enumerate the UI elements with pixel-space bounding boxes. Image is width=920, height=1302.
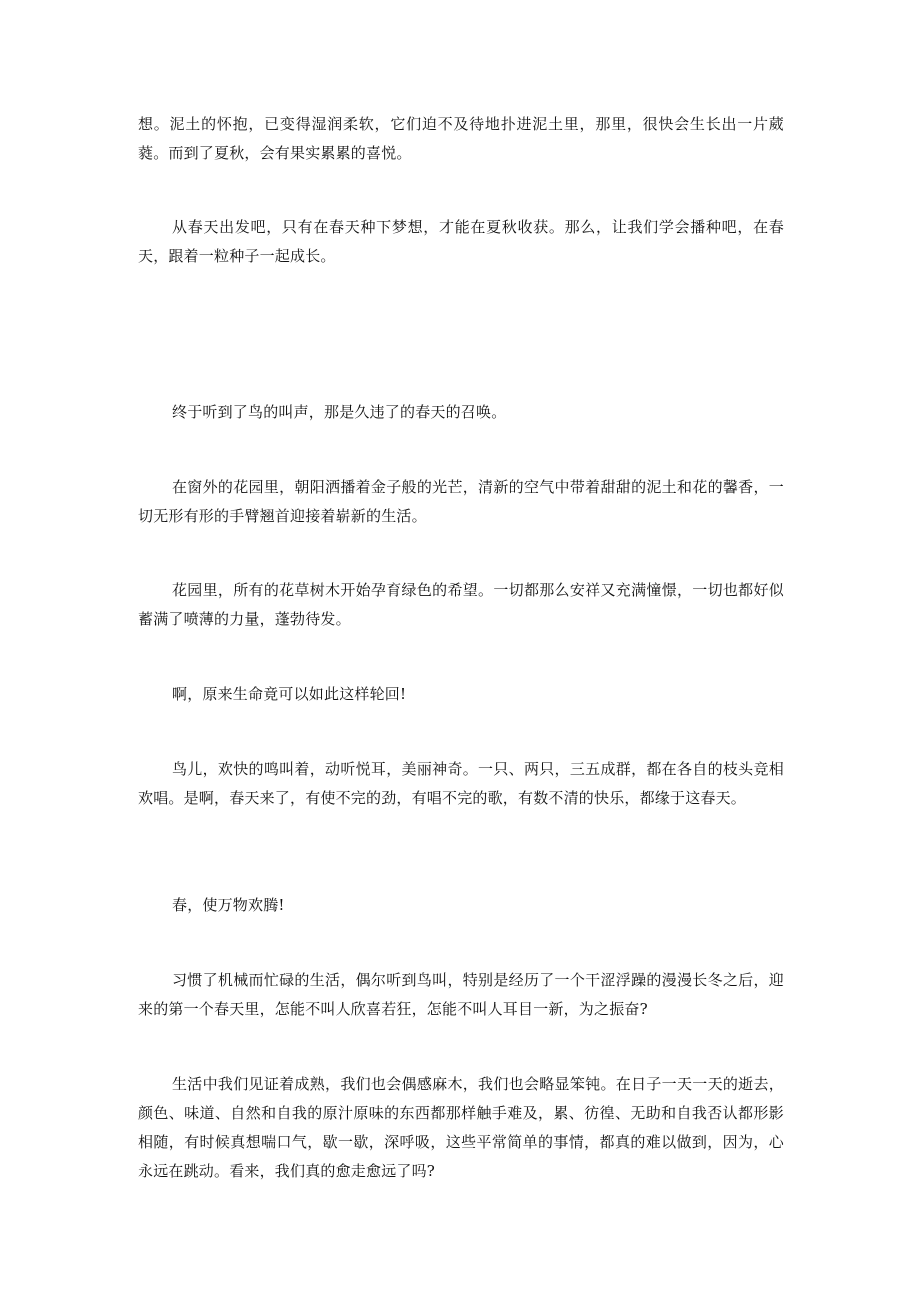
paragraph-4: 在窗外的花园里，朝阳洒播着金子般的光芒，清新的空气中带着甜甜的泥土和花的馨香，一切无形有形的手臂翘首迎接着崭新的生活。 bbox=[138, 478, 784, 525]
paragraph-7: 鸟儿，欢快的鸣叫着，动听悦耳，美丽神奇。一只、两只，三五成群，都在各自的枝头竞相欢唱。是啊，春天来了，有使不完的劲，有唱不完的歌，有数不清的快乐，都缘于这春天。 bbox=[138, 760, 784, 807]
paragraph-3: 终于听到了鸟的叫声，那是久违了的春天的召唤。 bbox=[172, 403, 507, 421]
paragraph-8: 春，使万物欢腾! bbox=[172, 896, 285, 914]
paragraph-1: 想。泥土的怀抱，已变得湿润柔软，它们迫不及待地扑进泥土里，那里，很快会生长出一片葳蕤。而到了夏秋，会有果实累累的喜悦。 bbox=[138, 115, 784, 162]
paragraph-6: 啊，原来生命竟可以如此这样轮回! bbox=[172, 685, 407, 703]
paragraph-5: 花园里，所有的花草树木开始孕育绿色的希望。一切都那么安祥又充满憧憬，一切也都好似蓄满了喷薄的力量，蓬勃待发。 bbox=[138, 581, 784, 628]
paragraph-2: 从春天出发吧，只有在春天种下梦想，才能在夏秋收获。那么，让我们学会播种吧，在春天，跟着一粒种子一起成长。 bbox=[138, 218, 784, 265]
paragraph-9: 习惯了机械而忙碌的生活，偶尔听到鸟叫，特别是经历了一个干涩浮躁的漫漫长冬之后，迎来的第一个春天里，怎能不叫人欣喜若狂，怎能不叫人耳目一新，为之振奋? bbox=[138, 971, 784, 1018]
paragraph-10: 生活中我们见证着成熟，我们也会偶感麻木，我们也会略显笨钝。在日子一天一天的逝去，颜色、味道、自然和自我的原汁原味的东西都那样触手难及，累、彷徨、无助和自我否认都形影相随，有时候真想喘口气，歇一歇，深呼吸，这些平常简单的事情，都真的难以做到，因为，心永远在跳动。看来，我们真的愈走愈远了吗? bbox=[138, 1075, 784, 1180]
